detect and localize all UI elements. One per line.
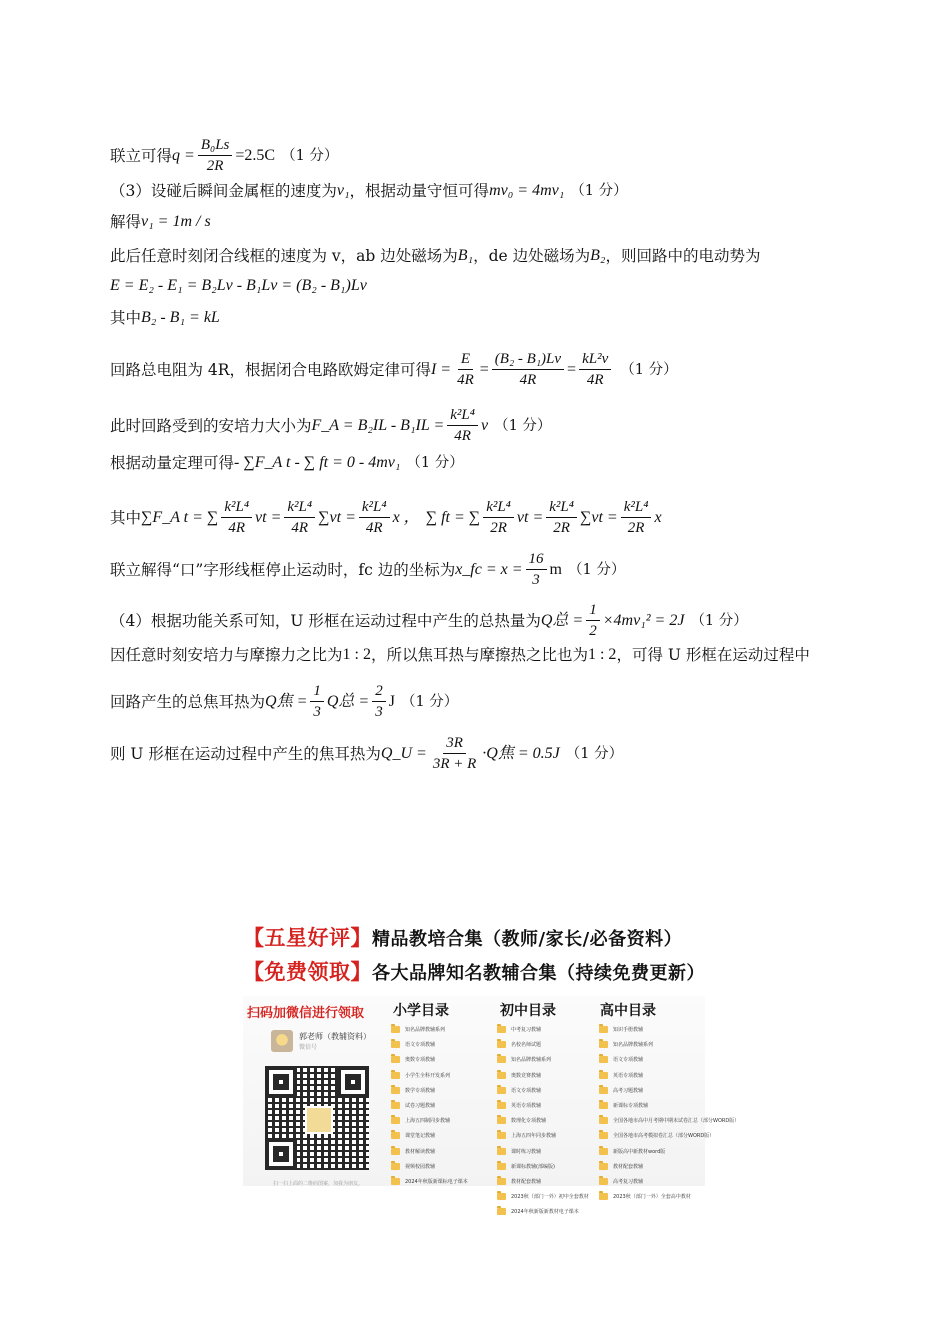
folder-icon bbox=[391, 1163, 400, 1170]
solution-line-8 bbox=[110, 406, 551, 445]
qr-eye-icon bbox=[265, 1138, 297, 1170]
math-sum-a: ∑F_A t = ∑ bbox=[141, 508, 219, 526]
math-mid: ∑vt = bbox=[579, 508, 618, 526]
folder-item[interactable] bbox=[497, 1128, 589, 1143]
folder-label: 教材配套教辅 bbox=[511, 1178, 542, 1185]
fraction bbox=[198, 136, 233, 175]
math-q-u: Q_U = bbox=[380, 744, 427, 762]
fraction bbox=[310, 682, 324, 721]
numerator: 1 bbox=[310, 682, 324, 702]
math-b2: B₂ bbox=[590, 247, 606, 264]
math-sum-b: ∑ ft = ∑ bbox=[425, 508, 481, 526]
denominator: 3 bbox=[532, 572, 540, 588]
math-x: x_fc = x = bbox=[455, 560, 523, 578]
folder-item[interactable] bbox=[497, 1159, 589, 1174]
high-catalog-title: 高中目录 bbox=[600, 1003, 656, 1019]
folder-label: 新课标教辅(部编版) bbox=[511, 1163, 555, 1170]
math-tail: x ， bbox=[392, 508, 420, 526]
solution-line-9 bbox=[110, 452, 464, 474]
score-note: （1 分） bbox=[570, 183, 628, 199]
folder-label: 英语专项教辅 bbox=[613, 1072, 644, 1079]
math-ratio: 1 : 2 bbox=[342, 646, 371, 663]
folder-item[interactable] bbox=[497, 1098, 589, 1113]
solution-line-13 bbox=[110, 644, 810, 666]
math-impulse: - ∑F_A t - ∑ ft = 0 - 4mv₁ bbox=[234, 454, 401, 471]
folder-label: 语文专项教辅 bbox=[405, 1042, 436, 1049]
folder-icon bbox=[391, 1056, 400, 1063]
folder-icon bbox=[497, 1026, 506, 1033]
folder-icon bbox=[599, 1117, 608, 1124]
line-text: ，de 边处磁场为 bbox=[473, 247, 591, 265]
numerator: k²L⁴ bbox=[546, 498, 577, 518]
solution-line-1 bbox=[110, 136, 338, 175]
qr-logo-icon bbox=[305, 1106, 333, 1134]
numerator: E bbox=[458, 350, 473, 370]
math-emf: E = E₂ - E₁ = B₂Lv - B₁Lv = (B₂ - B₁)Lv bbox=[110, 277, 367, 294]
promo-badge: 【免费领取】 bbox=[243, 960, 372, 984]
denominator: 2 bbox=[589, 623, 597, 639]
numerator: (B₂ - B₁)Lv bbox=[492, 350, 564, 370]
math-mid: Q总 = bbox=[326, 692, 370, 710]
folder-label: 上海五四年同步教辅 bbox=[511, 1133, 557, 1140]
folder-item[interactable] bbox=[391, 1037, 468, 1052]
score-note: （1 分） bbox=[406, 455, 464, 471]
folder-icon bbox=[497, 1041, 506, 1048]
folder-icon bbox=[391, 1148, 400, 1155]
line-text: （3）设碰后瞬间金属框的速度为 bbox=[110, 182, 337, 200]
line-text: 则 U 形框在运动过程中产生的焦耳热为 bbox=[110, 744, 381, 763]
folder-item[interactable] bbox=[391, 1113, 468, 1128]
qr-eye-icon bbox=[337, 1066, 369, 1098]
denominator: 4R bbox=[519, 372, 537, 388]
folder-icon bbox=[497, 1178, 506, 1185]
denominator: 3 bbox=[313, 704, 321, 720]
folder-label: 课堂笔记教辅 bbox=[405, 1133, 436, 1140]
math-force: F_A = B₂IL - B₁IL = bbox=[311, 416, 445, 434]
folder-item[interactable] bbox=[497, 1144, 589, 1159]
math-b1: B₁ bbox=[457, 247, 474, 264]
line-text: 因任意时刻安培力与摩擦力之比为 bbox=[110, 646, 343, 664]
line-text: ，可得 U 形框在运动过程中 bbox=[616, 646, 810, 664]
folder-icon bbox=[391, 1178, 400, 1185]
numerator: 3R bbox=[443, 734, 466, 754]
folder-item[interactable] bbox=[391, 1128, 468, 1143]
folder-icon bbox=[599, 1056, 608, 1063]
score-note: （1 分） bbox=[620, 361, 678, 378]
line-text: ，根据动量守恒可得 bbox=[349, 182, 490, 200]
fraction bbox=[492, 350, 564, 389]
folder-item[interactable] bbox=[497, 1204, 589, 1219]
denominator: 2R bbox=[490, 520, 507, 536]
wechat-contact bbox=[271, 1030, 371, 1052]
numerator: k²L⁴ bbox=[359, 498, 390, 518]
math-ratio: 1 : 2 bbox=[587, 646, 617, 663]
folder-label: 新课标专项教辅 bbox=[613, 1103, 649, 1110]
math-unit: m bbox=[549, 560, 562, 578]
folder-icon bbox=[391, 1026, 400, 1033]
line-text: ，则回路中的电动势为 bbox=[605, 247, 761, 265]
folder-label: 上海五四制同步教辅 bbox=[405, 1118, 451, 1125]
promo-headline-1 bbox=[243, 922, 682, 952]
folder-label: 新版高中新教材word版 bbox=[613, 1148, 666, 1155]
folder-label: 高考习题教辅 bbox=[613, 1087, 644, 1094]
folder-item[interactable] bbox=[497, 1174, 589, 1189]
folder-item[interactable] bbox=[391, 1052, 468, 1067]
middle-folder-list bbox=[497, 1022, 589, 1219]
folder-label: 知名品牌教辅系列 bbox=[511, 1057, 552, 1064]
folder-icon bbox=[497, 1163, 506, 1170]
folder-label: 中考复习教辅 bbox=[511, 1027, 542, 1034]
folder-label: 英语专项教辅 bbox=[511, 1103, 542, 1110]
high-folder-list bbox=[599, 1022, 739, 1204]
solution-line-14 bbox=[110, 682, 458, 721]
folder-icon bbox=[497, 1117, 506, 1124]
denominator: 3R + R bbox=[432, 756, 477, 772]
avatar bbox=[271, 1030, 293, 1052]
numerator: k²L⁴ bbox=[221, 498, 252, 518]
math-mid: vt = bbox=[255, 508, 282, 526]
folder-label: 语文专项教辅 bbox=[613, 1057, 644, 1064]
solution-line-7: 回路总电阻为 4R，根据闭合电路欧姆定律可得 I = $\frac{E}{4R}$ = $\frac{\text{(B₂ - B₁)Lv}}{4R}$ = $\frac{\text{kL²v}}{4R}$ （1 分） bbox=[110, 351, 678, 388]
solution-line-11 bbox=[110, 550, 625, 589]
line-text: 解得 bbox=[110, 213, 142, 231]
folder-item[interactable] bbox=[599, 1159, 739, 1174]
math-q: q = bbox=[172, 146, 195, 164]
score-note: （1 分） bbox=[568, 561, 626, 578]
folder-label: 全国各地市高考模拟卷汇总（部分WORD版） bbox=[613, 1133, 715, 1140]
numerator: k²L⁴ bbox=[284, 498, 315, 518]
promo-badge: 【五星好评】 bbox=[243, 926, 372, 950]
folder-label: 知识手册教辅 bbox=[613, 1027, 644, 1034]
fraction bbox=[526, 550, 547, 589]
score-note: （1 分） bbox=[281, 147, 339, 164]
score-note: （1 分） bbox=[400, 693, 459, 710]
folder-label: 试卷习题教辅 bbox=[405, 1103, 436, 1110]
numerator: B₀Ls bbox=[198, 136, 233, 156]
folder-label: 全国各地市高中月考期中期末试卷汇总（部分WORD版） bbox=[613, 1118, 740, 1125]
solution-line-6 bbox=[110, 307, 220, 329]
solution-line-2 bbox=[110, 180, 628, 202]
folder-icon bbox=[599, 1163, 608, 1170]
math-tail: x bbox=[654, 508, 662, 526]
folder-icon bbox=[599, 1178, 608, 1185]
folder-label: 课时练习教辅 bbox=[511, 1148, 542, 1155]
folder-label: 数理化专项教辅 bbox=[511, 1118, 547, 1125]
denominator: 2R bbox=[206, 158, 224, 174]
primary-folder-list bbox=[391, 1022, 468, 1189]
folder-label: 2023秋（部门一外）全套高中教材 bbox=[613, 1194, 691, 1201]
contact-id: 微信号 bbox=[299, 1044, 318, 1051]
promo-banner bbox=[243, 918, 740, 1216]
folder-icon bbox=[497, 1208, 506, 1215]
solution-line-10 bbox=[110, 498, 662, 537]
math-kl: B₂ - B₁ = kL bbox=[141, 309, 220, 326]
folder-label: 知名品牌教辅系列 bbox=[405, 1027, 446, 1034]
folder-item[interactable] bbox=[391, 1068, 468, 1083]
qr-eye-icon bbox=[265, 1066, 297, 1098]
folder-item[interactable] bbox=[599, 1189, 739, 1204]
folder-label: 知名品牌教辅系列 bbox=[613, 1042, 654, 1049]
line-text: 联立可得 bbox=[110, 146, 173, 165]
line-text: （4）根据功能关系可知，U 形框在运动过程中产生的总热量为 bbox=[110, 611, 541, 630]
primary-catalog-title: 小学目录 bbox=[393, 1003, 449, 1019]
folder-item[interactable] bbox=[599, 1128, 739, 1143]
folder-item[interactable] bbox=[497, 1068, 589, 1083]
numerator: 2 bbox=[372, 682, 386, 702]
folder-icon bbox=[599, 1026, 608, 1033]
folder-item[interactable] bbox=[497, 1189, 589, 1204]
math-tail: ×4mv₁² = 2J bbox=[602, 611, 685, 629]
promo-text: 精品教培合集（教师/家长/必备资料） bbox=[372, 929, 683, 950]
folder-item[interactable] bbox=[497, 1113, 589, 1128]
denominator: 4R bbox=[291, 520, 309, 536]
folder-item[interactable] bbox=[391, 1022, 468, 1037]
line-text: 回路产生的总焦耳热为 bbox=[110, 692, 266, 711]
folder-icon bbox=[497, 1087, 506, 1094]
math-i: I = bbox=[430, 360, 452, 378]
folder-icon bbox=[599, 1132, 608, 1139]
numerator: 16 bbox=[526, 550, 547, 570]
score-note: （1 分） bbox=[690, 612, 748, 629]
promo-headline-2 bbox=[243, 956, 705, 986]
line-text: 其中 bbox=[110, 508, 142, 527]
score-note: （1 分） bbox=[565, 745, 624, 762]
folder-icon bbox=[497, 1056, 506, 1063]
folder-item[interactable] bbox=[497, 1022, 589, 1037]
folder-icon bbox=[599, 1148, 608, 1155]
folder-label: 数学专项教辅 bbox=[405, 1087, 436, 1094]
folder-icon bbox=[599, 1102, 608, 1109]
folder-label: 教材解读教辅 bbox=[405, 1148, 436, 1155]
fraction bbox=[372, 682, 386, 721]
solution-line-15 bbox=[110, 734, 623, 773]
line-text: 此时回路受到的安培力大小为 bbox=[110, 416, 312, 435]
folder-item[interactable] bbox=[391, 1159, 468, 1174]
folder-item[interactable] bbox=[391, 1144, 468, 1159]
folder-item[interactable] bbox=[599, 1144, 739, 1159]
denominator: 2R bbox=[627, 520, 645, 536]
contact-name: 郭老师（教辅资料） bbox=[299, 1032, 371, 1041]
fraction bbox=[483, 498, 514, 537]
math-v1-result: v₁ = 1m / s bbox=[141, 213, 211, 230]
folder-icon bbox=[391, 1072, 400, 1079]
middle-catalog-title: 初中目录 bbox=[500, 1003, 556, 1019]
denominator: 4R bbox=[457, 372, 474, 388]
folder-item[interactable] bbox=[599, 1083, 739, 1098]
folder-label: 2023秋（部门一外）初中全套教材 bbox=[511, 1194, 589, 1201]
folder-icon bbox=[497, 1132, 506, 1139]
solution-line-5 bbox=[110, 275, 367, 297]
math-momentum: mv₀ = 4mv₁ bbox=[489, 182, 565, 199]
fraction bbox=[447, 406, 478, 445]
folder-icon bbox=[497, 1148, 506, 1155]
math-unit: J bbox=[388, 692, 395, 710]
folder-label: 2024年秋版新课标电子课本 bbox=[405, 1178, 468, 1185]
solution-line-12 bbox=[110, 601, 748, 640]
folder-item[interactable] bbox=[391, 1174, 468, 1189]
folder-label: 语文专项教辅 bbox=[511, 1087, 542, 1094]
denominator: 4R bbox=[586, 372, 604, 388]
folder-label: 名校名师试题 bbox=[511, 1042, 542, 1049]
math-mid: ∑vt = bbox=[318, 508, 356, 526]
folder-label: 高考复习教辅 bbox=[613, 1178, 644, 1185]
folder-icon bbox=[391, 1132, 400, 1139]
folder-label: 教材配套教辅 bbox=[613, 1163, 644, 1170]
line-text: 回路总电阻为 4R，根据闭合电路欧姆定律可得 bbox=[110, 360, 431, 379]
math-v1: v₁ bbox=[336, 182, 350, 199]
numerator: 1 bbox=[586, 601, 600, 621]
folder-item[interactable] bbox=[599, 1174, 739, 1189]
scan-instruction: 扫码加微信进行领取 bbox=[247, 1006, 365, 1021]
math-result: =2.5C bbox=[235, 146, 276, 164]
folder-item[interactable] bbox=[497, 1083, 589, 1098]
line-text: 其中 bbox=[110, 309, 142, 327]
folder-icon bbox=[391, 1041, 400, 1048]
folder-label: 视频校园教辅 bbox=[405, 1163, 436, 1170]
math-tail: v bbox=[480, 416, 489, 434]
folder-icon bbox=[599, 1087, 608, 1094]
denominator: 2R bbox=[553, 520, 570, 536]
fraction bbox=[586, 601, 600, 640]
denominator: 4R bbox=[454, 428, 471, 444]
fraction bbox=[221, 498, 252, 537]
math-mid: vt = bbox=[516, 508, 544, 526]
folder-icon bbox=[391, 1117, 400, 1124]
folder-item[interactable] bbox=[599, 1052, 739, 1067]
folder-icon bbox=[391, 1102, 400, 1109]
folder-icon bbox=[497, 1193, 506, 1200]
fraction bbox=[546, 498, 577, 537]
folder-item[interactable] bbox=[497, 1052, 589, 1067]
folder-label: 2024年秋新版新教材电子课本 bbox=[511, 1209, 579, 1216]
folder-icon bbox=[599, 1193, 608, 1200]
folder-label: 小学生全科开发系列 bbox=[405, 1072, 451, 1079]
math-tail: ·Q焦 = 0.5J bbox=[482, 744, 560, 762]
line-text: 此后任意时刻闭合线框的速度为 v，ab 边处磁场为 bbox=[110, 247, 458, 265]
folder-item[interactable] bbox=[391, 1098, 468, 1113]
fraction bbox=[454, 350, 477, 389]
line-text: ，所以焦耳热与摩擦热之比也为 bbox=[370, 646, 588, 664]
fraction bbox=[579, 350, 611, 389]
folder-icon bbox=[391, 1087, 400, 1094]
qr-code-icon[interactable] bbox=[265, 1066, 369, 1170]
solution-line-4 bbox=[110, 245, 761, 267]
folder-icon bbox=[599, 1041, 608, 1048]
solution-line-3 bbox=[110, 211, 211, 233]
qr-caption: 扫一扫上面的二维码图案，加我为朋友。 bbox=[273, 1181, 364, 1187]
folder-item[interactable] bbox=[497, 1037, 589, 1052]
denominator: 4R bbox=[365, 520, 383, 536]
promo-text: 各大品牌知名教辅合集（持续免费更新） bbox=[372, 963, 705, 984]
numerator: k²L⁴ bbox=[621, 498, 652, 518]
math-q-total: Q总 = bbox=[540, 611, 584, 629]
denominator: 4R bbox=[228, 520, 246, 536]
folder-item[interactable] bbox=[599, 1022, 739, 1037]
folder-item[interactable] bbox=[599, 1068, 739, 1083]
folder-item[interactable] bbox=[599, 1098, 739, 1113]
fraction bbox=[284, 498, 315, 537]
fraction bbox=[359, 498, 390, 537]
folder-item[interactable] bbox=[391, 1083, 468, 1098]
denominator: 3 bbox=[375, 704, 383, 720]
numerator: kL²v bbox=[579, 350, 611, 370]
numerator: k²L⁴ bbox=[447, 406, 478, 426]
line-text: 联立解得“口”字形线框停止运动时，fc 边的坐标为 bbox=[110, 560, 456, 579]
folder-item[interactable] bbox=[599, 1113, 739, 1128]
folder-label: 奥数专项教辅 bbox=[405, 1057, 436, 1064]
folder-icon bbox=[497, 1102, 506, 1109]
math-q-joule: Q焦 = bbox=[265, 692, 308, 710]
folder-item[interactable] bbox=[599, 1037, 739, 1052]
folder-icon bbox=[497, 1072, 506, 1079]
numerator: k²L⁴ bbox=[483, 498, 514, 518]
fraction bbox=[430, 734, 479, 773]
score-note: （1 分） bbox=[494, 417, 552, 434]
fraction bbox=[621, 498, 652, 537]
line-text: 根据动量定理可得 bbox=[110, 454, 235, 472]
folder-icon bbox=[599, 1072, 608, 1079]
folder-label: 奥数竞赛教辅 bbox=[511, 1072, 542, 1079]
